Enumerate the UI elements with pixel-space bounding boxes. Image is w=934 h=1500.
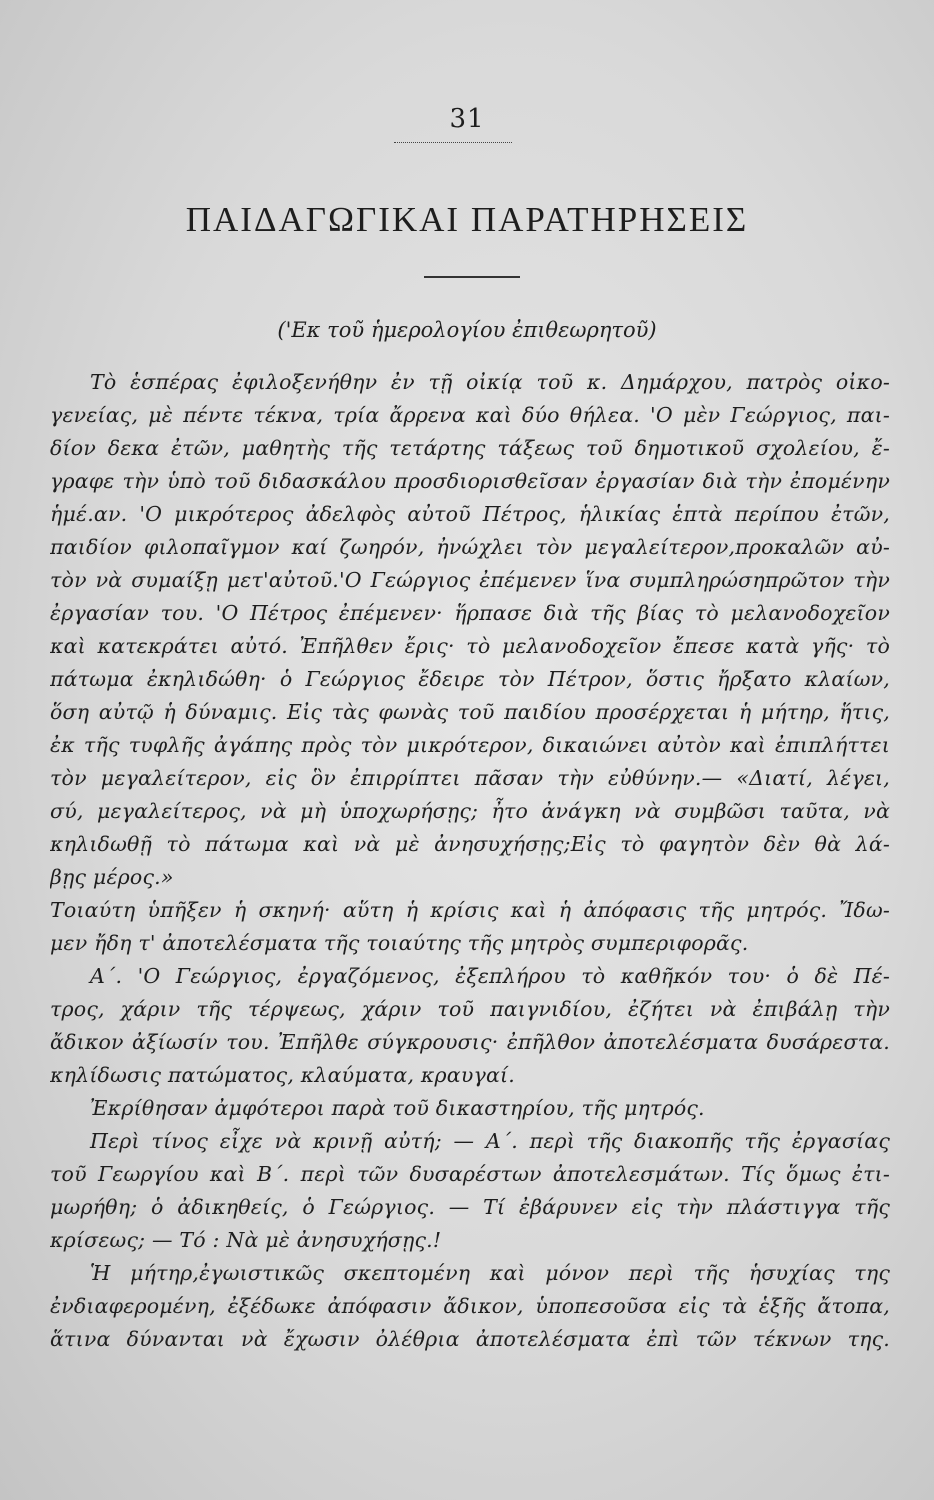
text-line: πάτωμα ἐκηλιδώθη· ὁ Γεώργιος ἔδειρε τὸν Πέτρον, ὅστις ἤρξατο κλαίων,: [50, 667, 890, 691]
text-line: ἡμέ.αν. 'Ο μικρότερος ἀδελφὸς αὐτοῦ Πέτρος, ἡλικίας ἑπτὰ περίπου ἐτῶν,: [50, 502, 890, 526]
text-line: Περὶ τίνος εἶχε νὰ κρινῇ αὐτή; — Α΄. περὶ τῆς διακοπῆς τῆς ἐργασίας: [90, 1129, 890, 1153]
text-line: σύ, μεγαλείτερος, νὰ μὴ ὑποχωρήσῃς; ἦτο ἀνάγκη νὰ συμβῶσι ταῦτα, νὰ: [50, 799, 890, 823]
text-line: κηλιδωθῇ τὸ πάτωμα καὶ νὰ μὲ ἀνησυχήσῃς;Εἰς τὸ φαγητὸν δὲν θὰ λά-: [50, 832, 890, 856]
heading-divider: [424, 276, 520, 278]
text-line: τὸν μεγαλείτερον, εἰς ὃν ἐπιρρίπτει πᾶσαν τὴν εὐθύνην.— «Διατί, λέγει,: [50, 766, 890, 790]
text-line: ἐκ τῆς τυφλῆς ἀγάπης πρὸς τὸν μικρότερον, δικαιώνει αὐτὸν καὶ ἐπιπλήττει: [50, 733, 890, 757]
page-number: 31: [449, 104, 485, 134]
text-line: Τὸ ἑσπέρας ἐφιλοξενήθην ἐν τῇ οἰκίᾳ τοῦ κ. Δημάρχου, πατρὸς οἰκο-: [90, 370, 890, 394]
text-line: καὶ κατεκράτει αὐτό. Ἐπῆλθεν ἔρις· τὸ μελανοδοχεῖον ἔπεσε κατὰ γῆς· τὸ: [50, 634, 890, 658]
text-line: μεν ἤδη τ' ἀποτελέσματα τῆς τοιαύτης τῆς μητρὸς συμπεριφορᾶς.: [50, 931, 749, 955]
text-line: τρος, χάριν τῆς τέρψεως, χάριν τοῦ παιγνιδίου, ἐζήτει νὰ ἐπιβάλῃ τὴν: [50, 997, 890, 1021]
text-line: ἄδικον ἀξίωσίν του. Ἐπῆλθε σύγκρουσις· ἐπῆλθον ἀποτελέσματα δυσάρεστα.: [50, 1030, 890, 1054]
text-line: τοῦ Γεωργίου καὶ Β΄. περὶ τῶν δυσαρέστων ἀποτελεσμάτων. Τίς ὅμως ἐτι-: [50, 1162, 890, 1186]
text-line: ἐργασίαν του. 'Ο Πέτρος ἐπέμενεν· ἥρπασε διὰ τῆς βίας τὸ μελανοδοχεῖον: [50, 601, 890, 625]
text-line: παιδίον φιλοπαῖγμον καί ζωηρόν, ἠνώχλει τὸν μεγαλείτερον,προκαλῶν αὐ-: [50, 535, 890, 559]
article-heading: ΠΑΙΔΑΓΩΓΙΚΑΙ ΠΑΡΑΤΗΡΗΣΕΙΣ: [185, 200, 749, 239]
article-subtitle: ('Εκ τοῦ ἡμερολογίου ἐπιθεωρητοῦ): [277, 318, 657, 342]
text-line: βῃς μέρος.»: [50, 865, 174, 889]
text-line: δίον δεκα ἐτῶν, μαθητὴς τῆς τετάρτης τάξεως τοῦ δημοτικοῦ σχολείου, ἔ-: [50, 436, 890, 460]
text-line: Τοιαύτη ὑπῆξεν ἡ σκηνή· αὕτη ἡ κρίσις καὶ ἡ ἀπόφασις τῆς μητρός. Ἴδω-: [50, 898, 890, 922]
text-line: ἅτινα δύνανται νὰ ἔχωσιν ὀλέθρια ἀποτελέσματα ἐπὶ τῶν τέκνων της.: [50, 1327, 890, 1351]
text-line: ὅση αὐτῷ ἡ δύναμις. Εἰς τὰς φωνὰς τοῦ παιδίου προσέρχεται ἡ μήτηρ, ἥτις,: [50, 700, 890, 724]
text-line: γενείας, μὲ πέντε τέκνα, τρία ἄρρενα καὶ δύο θήλεα. 'Ο μὲν Γεώργιος, παι-: [50, 403, 890, 427]
text-line: κρίσεως; — Τό : Νὰ μὲ ἀνησυχήσῃς.!: [50, 1228, 442, 1252]
text-line: Α΄. 'Ο Γεώργιος, ἐργαζόμενος, ἐξεπλήρου τὸ καθῆκόν του· ὁ δὲ Πέ-: [90, 964, 890, 988]
text-line: Ἐκρίθησαν ἀμφότεροι παρὰ τοῦ δικαστηρίου, τῆς μητρός.: [90, 1096, 705, 1120]
article-body: [50, 366, 890, 1356]
text-line: μωρήθη; ὁ ἀδικηθείς, ὁ Γεώργιος. — Τί ἐβάρυνεν εἰς τὴν πλάστιγγα τῆς: [50, 1195, 890, 1219]
text-line: τὸν νὰ συμαίξῃ μετ'αὐτοῦ.'Ο Γεώργιος ἐπέμενεν ἵνα συμπληρώσηπρῶτον τὴν: [50, 568, 890, 592]
text-line: ἐνδιαφερομένη, ἐξέδωκε ἀπόφασιν ἄδικον, ὑποπεσοῦσα εἰς τὰ ἑξῆς ἄτοπα,: [50, 1294, 890, 1318]
page-number-divider: [394, 142, 512, 143]
text-line: κηλίδωσις πατώματος, κλαύματα, κραυγαί.: [50, 1063, 515, 1087]
text-line: Ἡ μήτηρ,ἐγωιστικῶς σκεπτομένη καὶ μόνον περὶ τῆς ἡσυχίας της: [90, 1261, 890, 1285]
text-line: γραφε τὴν ὑπὸ τοῦ διδασκάλου προσδιορισθεῖσαν ἐργασίαν διὰ τὴν ἐπομένην: [50, 469, 890, 493]
